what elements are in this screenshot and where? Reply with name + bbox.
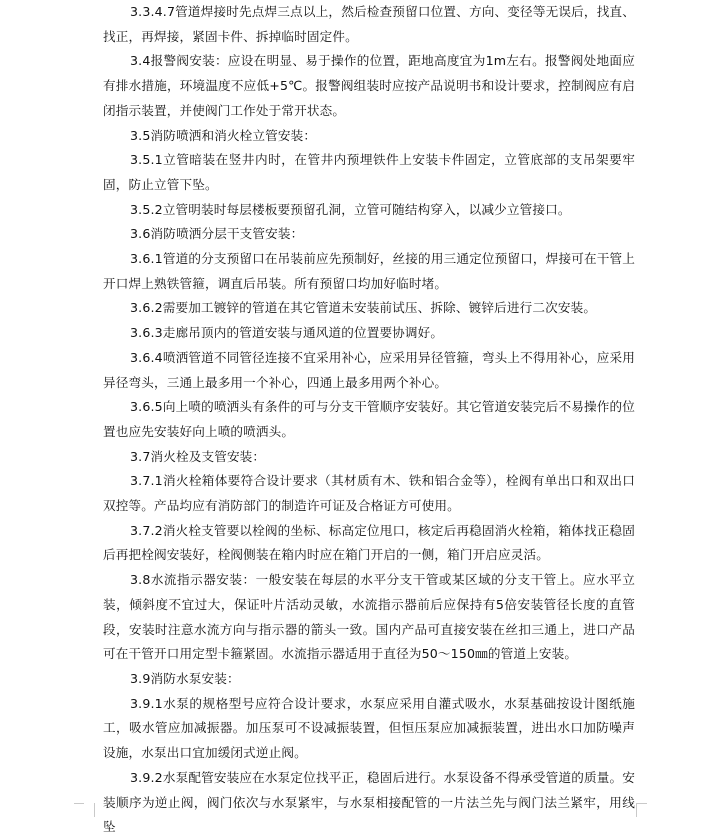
paragraph-3-6-3: 3.6.3走廊吊顶内的管道安装与通风道的位置要协调好。 [130, 325, 444, 341]
paragraph-3-3-4-7: 3.3.4.7管道焊接时先点焊三点以上，然后检查预留口位置、方向、变径等无误后，找直、找正，再焊接，紧固卡件、拆掉临时固定件。 [103, 4, 635, 44]
heading-3-5: 3.5消防喷洒和消火栓立管安装： [130, 127, 317, 143]
paragraph-3-6-5: 3.6.5向上喷的喷洒头有条件的可与分支干管顺序安装好。其它管道安装完后不易操作的位置也应先安装好向上喷的喷洒头。 [103, 399, 635, 439]
paragraph-3-7-2: 3.7.2消火栓支管要以栓阀的坐标、标高定位甩口，核定后再稳固消火栓箱，箱体找正稳固后再把栓阀安装好，栓阀侧装在箱内时应在箱门开启的一侧，箱门开启应灵活。 [103, 522, 635, 563]
paragraph-3-8: 3.8水流指示器安装：一般安装在每层的水平分支干管或某区域的分支干管上。应水平立装，倾斜度不宜过大，保证叶片活动灵敏，水流指示器前后应保持有5倍安装管径长度的直管段，安装时注意水流方向与指示器的箭头一致。国内产品可直接安装在丝扣三通上，进口产品可在干管开口用定型卡箍紧固。水流指示器适用于直径为50～150㎜的管道上安装。 [103, 572, 635, 662]
paragraph-3-5-2: 3.5.2立管明装时每层楼板要预留孔洞，立管可随结构穿入，以减少立管接口。 [130, 201, 571, 217]
margin-corner-mark-right-horizontal [637, 803, 647, 804]
paragraph-3-6-4: 3.6.4喷洒管道不同管径连接不宜采用补心，应采用异径管箍，弯头上不得用补心，应采用异径弯头，三通上最多用一个补心，四通上最多用两个补心。 [103, 349, 635, 390]
heading-3-9: 3.9消防水泵安装： [130, 670, 240, 686]
paragraph-3-9-2: 3.9.2水泵配管安装应在水泵定位找平正，稳固后进行。水泵设备不得承受管道的质量。安装顺序为逆止阀，阀门依次与水泵紧牢，与水泵相接配管的一片法兰先与阀门法兰紧牢，用线坠 [103, 769, 635, 835]
margin-corner-mark-left-horizontal [74, 803, 84, 804]
paragraph-3-6-1: 3.6.1管道的分支预留口在吊装前应先预制好，丝接的用三通定位预留口，焊接可在干管上开口焊上熟铁管箍，调直后吊装。所有预留口均加好临时堵。 [103, 251, 635, 291]
paragraph-3-7-1: 3.7.1消火栓箱体要符合设计要求（其材质有木、铁和铝合金等），栓阀有单出口和双出口双控等。产品均应有消防部门的制造许可证及合格证方可使用。 [103, 473, 635, 514]
paragraph-3-9-1: 3.9.1水泵的规格型号应符合设计要求，水泵应采用自灌式吸水，水泵基础按设计图纸施工，吸水管应加减振器。加压泵可不设减振装置，但恒压泵应加减振装置，进出水口加防噪声设施，水泵出口宜加缓闭式逆止阀。 [103, 695, 635, 761]
paragraph-3-6-2: 3.6.2需要加工镀锌的管道在其它管道未安装前试压、拆除、镀锌后进行二次安装。 [130, 300, 597, 316]
heading-3-6: 3.6消防喷洒分层干支管安装： [130, 226, 304, 242]
paragraph-3-4: 3.4报警阀安装：应设在明显、易于操作的位置，距地高度宜为1m左右。报警阀处地面应有排水措施，环境温度不应低+5℃。报警阀组装时应按产品说明书和设计要求，控制阀应有启闭指示装置，并使阀门工作处于常开状态。 [103, 53, 635, 118]
document-body [103, 0, 635, 840]
heading-3-7: 3.7消火栓及支管安装： [130, 448, 266, 464]
margin-corner-mark-left [84, 803, 95, 817]
margin-corner-mark-right [636, 803, 647, 817]
paragraph-3-5-1: 3.5.1立管暗装在竖井内时，在管井内预埋铁件上安装卡件固定，立管底部的支吊架要牢固，防止立管下坠。 [103, 152, 635, 192]
